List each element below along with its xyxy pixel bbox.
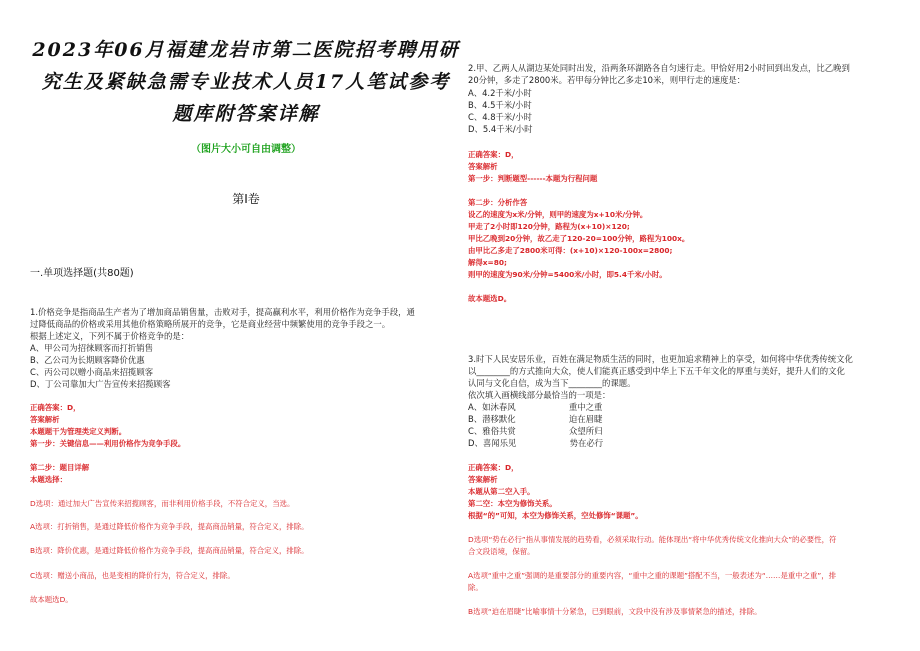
q1-option-d: D、丁公司靠加大广告宣传来招揽顾客 (30, 379, 171, 389)
q2-option-b: B、4.5千米/小时 (468, 100, 532, 110)
q3-option-b: B、潜移默化 迫在眉睫 (468, 414, 603, 424)
q1-analysis-line: 第二步：题目详解 (30, 463, 90, 472)
q2-analysis-line: 设乙的速度为x米/分钟，则甲的速度为x+10米/分钟。 (468, 210, 648, 219)
q1-analysis-line: D选项：通过加大广告宣传来招揽顾客，而非利用价格手段，不符合定义，当选。 (30, 499, 295, 508)
q2-line-1: 2.甲、乙两人从湖边某处同时出发，沿两条环湖路各自匀速行走。甲恰好用2小时回到出发点，比乙晚到 (468, 63, 850, 73)
q2-analysis-line: 甲比乙晚到20分钟，故乙走了120-20=100分钟，路程为100x。 (468, 234, 690, 243)
q3-line-1: 3.时下人民安居乐业，百姓在满足物质生活的同时，也更加追求精神上的享受，如何将中华优秀传统文化 (468, 354, 853, 364)
q3-analysis-line: A选项“重中之重”强调的是重要部分的重要内容，“重中之重的课题”搭配不当，一般表述为“……是重中之重”，排 (468, 571, 837, 580)
q3-line-2: 以________的方式推向大众，使人们能真正感受到中华上下五千年文化的厚重与美好，提升人们的文化 (468, 366, 845, 376)
q1-line-3: 根据上述定义，下列不属于价格竞争的是： (30, 331, 190, 341)
q3-line-4: 依次填入画横线部分最恰当的一项是： (468, 390, 611, 400)
q2-option-d: D、5.4千米/小时 (468, 124, 533, 134)
q1-analysis-label: 答案解析 (30, 415, 60, 424)
q2-analysis-label: 答案解析 (468, 162, 498, 171)
q3-option-c: C、雅俗共赏 众望所归 (468, 426, 603, 436)
q2-analysis-line: 甲走了2小时即120分钟，路程为(x+10)×120; (468, 222, 630, 231)
q2-analysis-line: 第二步：分析作答 (468, 198, 528, 207)
q2-analysis-line: 第一步：判断题型------本题为行程问题 (468, 174, 598, 183)
q2-analysis-line: 则甲的速度为90米/分钟=5400米/小时，即5.4千米/小时。 (468, 270, 667, 279)
q1-analysis-line: 本题选择： (30, 475, 67, 484)
q3-analysis-line: 根据“的”可知，本空为修饰关系，空处修饰“课题”。 (468, 511, 643, 520)
q3-analysis-line: 合文段语境，保留。 (468, 547, 535, 556)
section-heading: 一.单项选择题(共80题) (30, 268, 134, 279)
q2-line-2: 20分钟，多走了2800米。若甲每分钟比乙多走10米，则甲行走的速度是： (468, 75, 746, 85)
subtitle: （图片大小可自由调整） (191, 144, 301, 155)
q1-option-a: A、甲公司为招徕顾客而打折销售 (30, 343, 153, 353)
q3-analysis-line: 本题从第二空入手。 (468, 487, 535, 496)
q3-analysis-label: 答案解析 (468, 475, 498, 484)
title-line-3: 题库附答案详解 (172, 103, 320, 125)
q2-option-a: A、4.2千米/小时 (468, 88, 532, 98)
q1-analysis-line: 本题题干为管理类定义判断。 (30, 427, 127, 436)
document-title (30, 34, 462, 130)
q1-line-2: 过降低商品的价格或采用其他价格策略所展开的竞争，它是商业经营中频繁使用的竞争手段之一。 (30, 319, 391, 329)
volume-heading: 第Ⅰ卷 (232, 192, 260, 206)
q3-option-d: D、喜闻乐见 势在必行 (468, 438, 604, 448)
q2-analysis-line: 故本题选D。 (468, 294, 512, 303)
q1-option-c: C、丙公司以赠小商品来招揽顾客 (30, 367, 154, 377)
q1-analysis-line: 故本题选D。 (30, 595, 73, 604)
q3-analysis-line: 第二空：本空为修饰关系。 (468, 499, 557, 508)
title-line-1: 2023年06月福建龙岩市第二医院招考聘用研 (32, 39, 460, 61)
q1-answer: 正确答案：D， (30, 403, 81, 412)
q2-analysis-line: 解得x=80; (468, 258, 507, 267)
q1-analysis-line: B选项：降价优惠，是通过降低价格作为竞争手段，提高商品销量，符合定义，排除。 (30, 546, 309, 555)
q1-analysis-line: C选项：赠送小商品，也是变相的降价行为，符合定义，排除。 (30, 571, 235, 580)
q1-option-b: B、乙公司为长期顾客降价优惠 (30, 355, 145, 365)
q2-analysis-line: 由甲比乙多走了2800米可得：(x+10)×120-100x=2800; (468, 246, 673, 255)
q1-analysis-line: 第一步：关键信息——利用价格作为竞争手段。 (30, 439, 186, 448)
q2-option-c: C、4.8千米/小时 (468, 112, 532, 122)
q3-analysis-line: D选项“势在必行”指从事情发展的趋势看，必须采取行动。能体现出“将中华优秀传统文化推向大众”的必要性，符 (468, 535, 837, 544)
q1-analysis-line: A选项：打折销售，是通过降低价格作为竞争手段，提高商品销量，符合定义，排除。 (30, 522, 309, 531)
q3-line-3: 认同与文化自信，成为当下________的课题。 (468, 378, 636, 388)
q3-analysis-line: 除。 (468, 583, 483, 592)
q1-line-1: 1.价格竞争是指商品生产者为了增加商品销售量，击败对手，提高赢利水平，利用价格作为竞争手段，通 (30, 307, 415, 317)
q2-answer: 正确答案：D， (468, 150, 519, 159)
title-line-2: 究生及紧缺急需专业技术人员17人笔试参考 (41, 71, 451, 93)
q3-answer: 正确答案：D， (468, 463, 519, 472)
q3-analysis-line: B选项“迫在眉睫”比喻事情十分紧急，已到眼前，文段中没有涉及事情紧急的描述，排除。 (468, 607, 762, 616)
q3-option-a: A、如沐春风 重中之重 (468, 402, 603, 412)
